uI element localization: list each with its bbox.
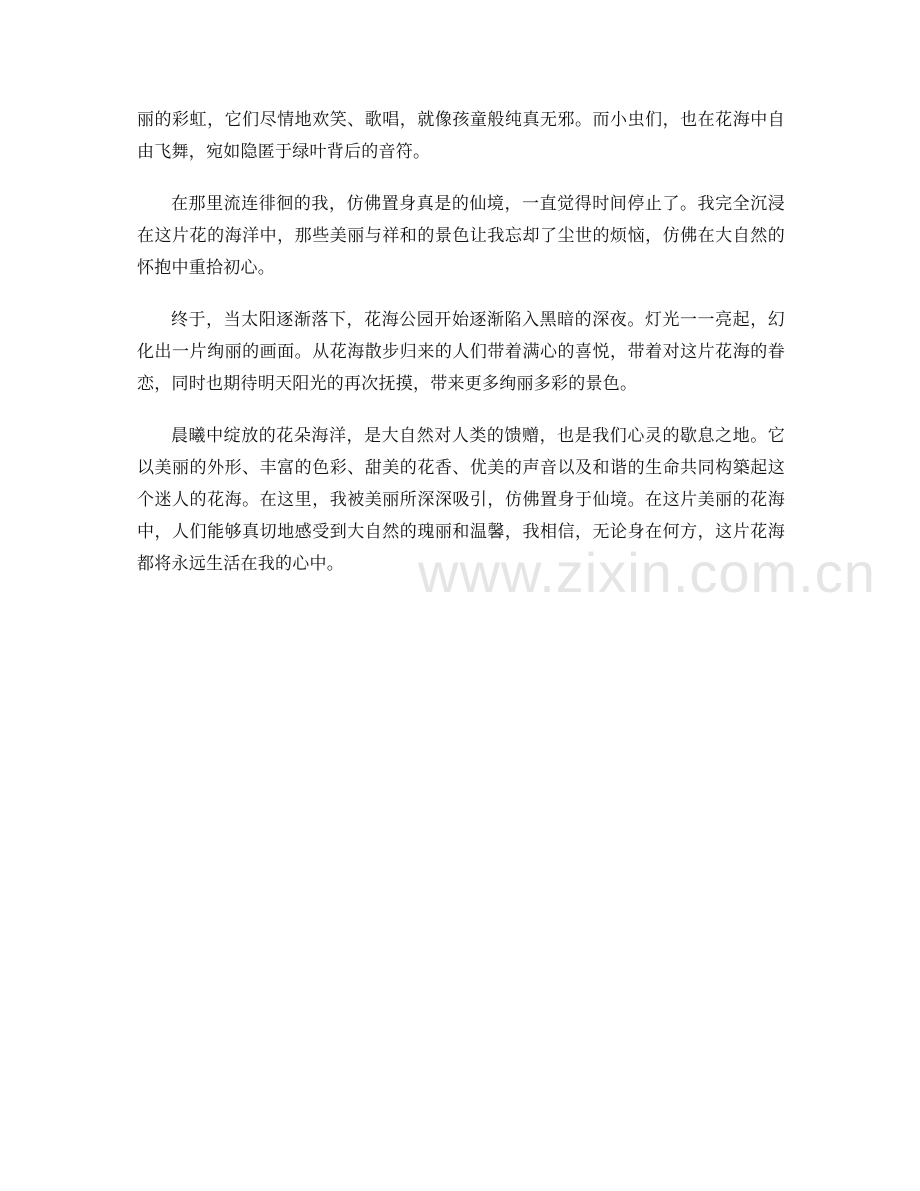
paragraph-3: 终于，当太阳逐渐落下，花海公园开始逐渐陷入黑暗的深夜。灯光一一亮起，幻化出一片绚丽的画面。从花海散步归来的人们带着满心的喜悦，带着对这片花海的眷恋，同时也期待明天阳光的再次抚摸，带来更多绚丽多彩的景色。: [137, 310, 785, 394]
paragraph-2: 在那里流连徘徊的我，仿佛置身真是的仙境，一直觉得时间停止了。我完全沉浸在这片花的海洋中，那些美丽与祥和的景色让我忘却了尘世的烦恼，仿佛在大自然的怀抱中重拾初心。: [137, 194, 785, 278]
document-body: [137, 104, 785, 600]
paragraph-4: 晨曦中绽放的花朵海洋，是大自然对人类的馈赠，也是我们心灵的歇息之地。它以美丽的外形、丰富的色彩、甜美的花香、优美的声音以及和谐的生命共同构築起这个迷人的花海。在这里，我被美丽所深深吸引，仿佛置身于仙境。在这片美丽的花海中，人们能够真切地感受到大自然的瑰丽和温馨，我相信，无论身在何方，这片花海都将永远生活在我的心中。: [137, 426, 785, 574]
paragraph-1: 丽的彩虹，它们尽情地欢笑、歌唱，就像孩童般纯真无邪。而小虫们，也在花海中自由飞舞，宛如隐匿于绿叶背后的音符。: [137, 110, 785, 162]
watermark: www.zixin.com.cn: [418, 541, 876, 604]
